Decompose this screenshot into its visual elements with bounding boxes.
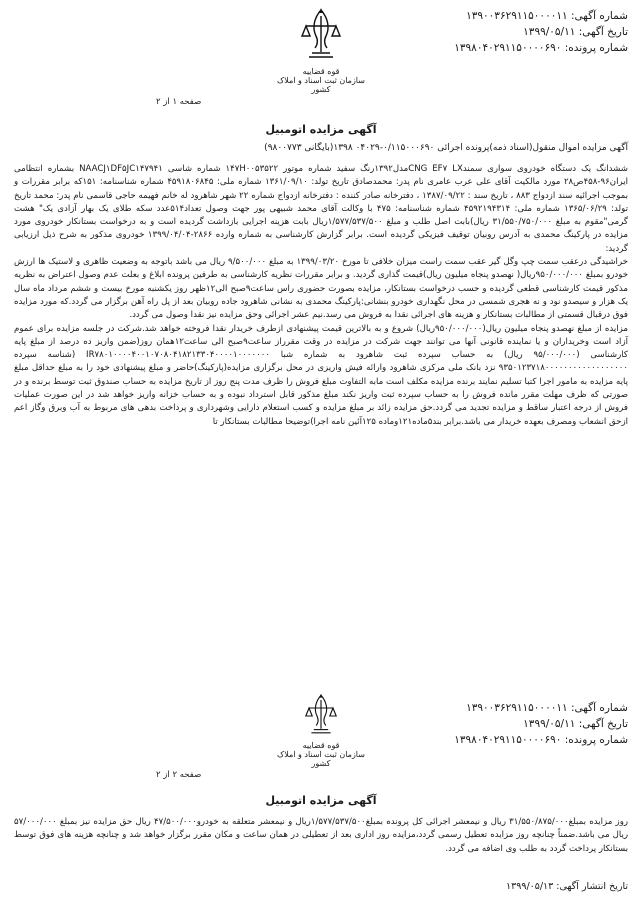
notice-paragraph: ششدانگ یک دستگاه خودروی سواری سمندCNG EF۷ LXمدل۱۳۹۲رنگ سفید شماره موتور ۱۴۷H۰۰۵۳۵۲۲ شماره شاسی NAACJ۱DF۵JC۱۴۷۹۴۱ بشماره انتظامی ایران۹۶-۴۵۸ص۲۸ مورد مالکیت آقای علی عرب عامری نام پدر: محمدصادق تاریخ تولد: ۱۳۶۱/۰۹/۱۰ شماره ملی: ۴۵۹۱۸۰۶۸۴۵ شماره شناسنامه: ۱۵۱که برابر مقررات و بموجب اجرائیه سند ازدواج ۸۸۳ ، تاریخ سند : ۱۳۸۷/۰۹/۲۲ ، دفترخانه صادر کننده : دفترخانه ازدواج شماره ۲۲ شهر شاهرود له خانم فهیمه حاجی قاسمی نام پدر: محمد تاریخ تولد: ۱۳۶۵/۰۶/۲۹ شماره ملی: ۴۵۹۲۱۹۴۳۱۴ شماره شناسنامه: ۴۷۵ با وکالت آقای محمد شبیهی پور جهت وصول تعداد۵۱۴عدد سکه طلای یک بهار آزادی یک" هشت گرمی"مقوم به مبلغ ۳۱/۵۵۰/۷۵۰/۰۰۰ ریال)بابت اصل طلب و مبلغ ۱/۵۷۷/۵۳۷/۵۰۰ریال بابت هزینه اجرایی بازداشت گردیده است و به درخواست بستانکار خودروی مورد مزایده در پارکینگ محمدی به آدرس روبیان توقیف فیزیکی گردیده است. برابر گزارش کارشناسی به شماره وارده ۲۸۶۶-۱۳۹۹/۰۴/۰۴ خودروی مذکور به شرح ذیل ارزیابی گردید: [14, 164, 629, 254]
notice-body [14, 816, 628, 856]
page-number: صفحه ۱ از ۲ [156, 97, 202, 107]
judiciary-label: قوه قضاییه [302, 741, 340, 750]
notice-paragraph: روز مزایده بمبلغ۳۱/۵۵۰/۸۷۵/۰۰۰ ریال و نیمعشر اجرائی کل پرونده بمبلغ۱/۵۷۷/۵۳۷/۵۰۰ریال و نیمعشر متعلقه به خودرو۴۷/۵۰۰/۰۰۰ ریال حق مزایده نیز بمبلغ ۵۷/۰۰۰/۰۰۰ ریال می باشد.ضمناً چنانچه روز مزایده تعطیل رسمی گردد،مزایده روز اداری بعد از تعطیلی در همان ساعت و مکان مقرر برگزار خواهد شد و چنانچه هزینه های فوق توسط بستانکار پرداخت گردد به طلب وی اضافه می گردد. [14, 817, 628, 854]
notice-paragraph: خراشیدگی درعقب سمت چپ وگل گیر عقب سمت راست میزان خلافی تا مورخ ۱۳۹۹/۰۳/۲۰ به مبلغ ۹/۵۰۰/۰۰۰ ریال می باشد باتوجه به وضعیت ظاهری و لاستیک ها ارزش خودرو بمبلغ ۹۵۰/۰۰۰/۰۰۰ریال( نهصدو پنجاه میلیون ریال)قیمت گذاری گردید. و برابر مقررات نظریه کارشناسی به طرفین پرونده ابلاغ و بعلت عدم وصول اعتراض به نظریه مذکور قیمت کارشناسی قطعی گردیده و حسب درخواست بستانکار، مزایده بصورت حضوری راس ساعت۹صبح الی۱۲ظهر روز یکشنبه مورخ بیست و ششم مرداد ماه سال یک هزار و سیصدو نود و نه هجری شمسی در محل نگهداری خودرو بنشانی:پارکینگ محمدی به نشانی شاهرود جاده روبیان بعد از پل راه آهن برگزار می گردد.که مورد مزایده فوق درقبال قسمتی از مطالبات بستانکار و هزینه های اجرائی نقدا به فروش می رسد.نیم عشر اجرائی وحق مزایده نیز نقدا وصول می گردد. [14, 257, 629, 321]
notice-meta [454, 8, 628, 56]
case-number: شماره پرونده: ۱۳۹۸۰۴۰۲۹۱۱۵۰۰۰۰۶۹۰ [454, 42, 628, 54]
notice-body [14, 163, 628, 429]
page-number: صفحه ۲ از ۲ [156, 770, 202, 780]
notice-section-2 [0, 690, 642, 910]
emblem-block [276, 6, 366, 94]
notice-title: آگهی مزایده اتومبیل [265, 123, 377, 136]
publish-date: تاریخ انتشار آگهی: ۱۳۹۹/۰۵/۱۳ [506, 881, 628, 892]
organization-label: سازمان ثبت اسناد و املاک کشور [277, 750, 365, 768]
case-number: شماره پرونده: ۱۳۹۸۰۴۰۲۹۱۱۵۰۰۰۰۶۹۰ [454, 734, 628, 746]
notice-date: تاریخ آگهی: ۱۳۹۹/۰۵/۱۱ [523, 718, 628, 730]
notice-paragraph: مزایده از مبلغ نهصدو پنجاه میلیون ریال(۹۵۰/۰۰۰/۰۰۰ریال) شروع و به بالاترین قیمت پیشنهادی ازطرف خریدار نقدا فروخته خواهد شد.شرکت در جلسه مزایده برای عموم آزاد است وخریداران و یا نماینده قانونی آنها می توانند جهت شرکت در مزایده در وقت مقرراز ساعت۹صبح الی ساعت۱۲همان روز(ضمن واریز ده درصد از مبلغ پایه کارشناسی (۹۵/۰۰۰/۰۰۰ ریال) به حساب سپرده ثبت شاهرود به شماره شبا IR۷۸۰۱۰۰۰۰۴۰۰۱۰۷۰۸۰۴۱۸۲۱۳۳۰۴۰۰۰۰۱۰۰۰۰۰۰۰ (شناسه سپرده ۹۳۵۰۱۲۳۷۱۸۰۰۰۰۰۰۰۰۰۰۰۰۰۰۰۰۰۰ نزد بانک ملی مرکزی شاهرود وارائه فیش واریزی در محل برگزاری مزایده(پارکینگ)حاضر و مبلغ پیشنهادی خود را به مبلغ حداقل مبلغ پایه مزایده به مامور اجرا کتبا تسلیم نمایند برنده مزایده مکلف است مابه التفاوت مبلغ فروش را ظرف مدت پنج روز از تاریخ مزایده به حساب صندوق ثبت توسط برنده و در صورتی که ظرف مهلت مقرر مانده فروش را به حساب سپرده ثبت واریز نکند مبلغ مذکور قابل استرداد نبوده و به حساب خزانه واریز خواهد شد در این صورت عملیات فروش از درجه اعتبار ساقط و مزایده تجدید می گردد.حق مزایده زائد بر مبلغ مزایده و کسب استعلام دارایی وشهرداری و پرداخت بدهی های مربوط به آب وبرق وگاز اعم ازحق انشعاب ومصرف بعهده خریدار می باشد.برابر بند۵ماده۱۲۱وماده ۱۲۵آئین نامه اجرا)توضیحا مطالبات بستانکار تا [14, 323, 628, 427]
emblem-block [276, 692, 366, 768]
notice-title: آگهی مزایده اتومبیل [265, 794, 377, 807]
judiciary-label: قوه قضاییه [302, 67, 340, 76]
organization-label: سازمان ثبت اسناد و املاک کشور [277, 76, 365, 94]
scales-emblem-icon [302, 692, 340, 740]
notice-number: شماره آگهی: ۱۳۹۰۰۳۶۲۹۱۱۵۰۰۰۰۱۱ [466, 702, 628, 714]
notice-meta [454, 700, 628, 748]
notice-number: شماره آگهی: ۱۳۹۰۰۳۶۲۹۱۱۵۰۰۰۰۱۱ [466, 10, 628, 22]
scales-emblem-icon [298, 6, 344, 66]
notice-date: تاریخ آگهی: ۱۳۹۹/۰۵/۱۱ [523, 26, 628, 38]
notice-subtitle: آگهی مزایده اموال منقول(اسناد ذمه)پرونده اجرائی ۰/۱۱۵۰۰۰۶۹۰-۰۴۰۲۹ ۱۳۹۸(بایگانی ۹۸۰۰۷۷۳) [264, 143, 628, 153]
